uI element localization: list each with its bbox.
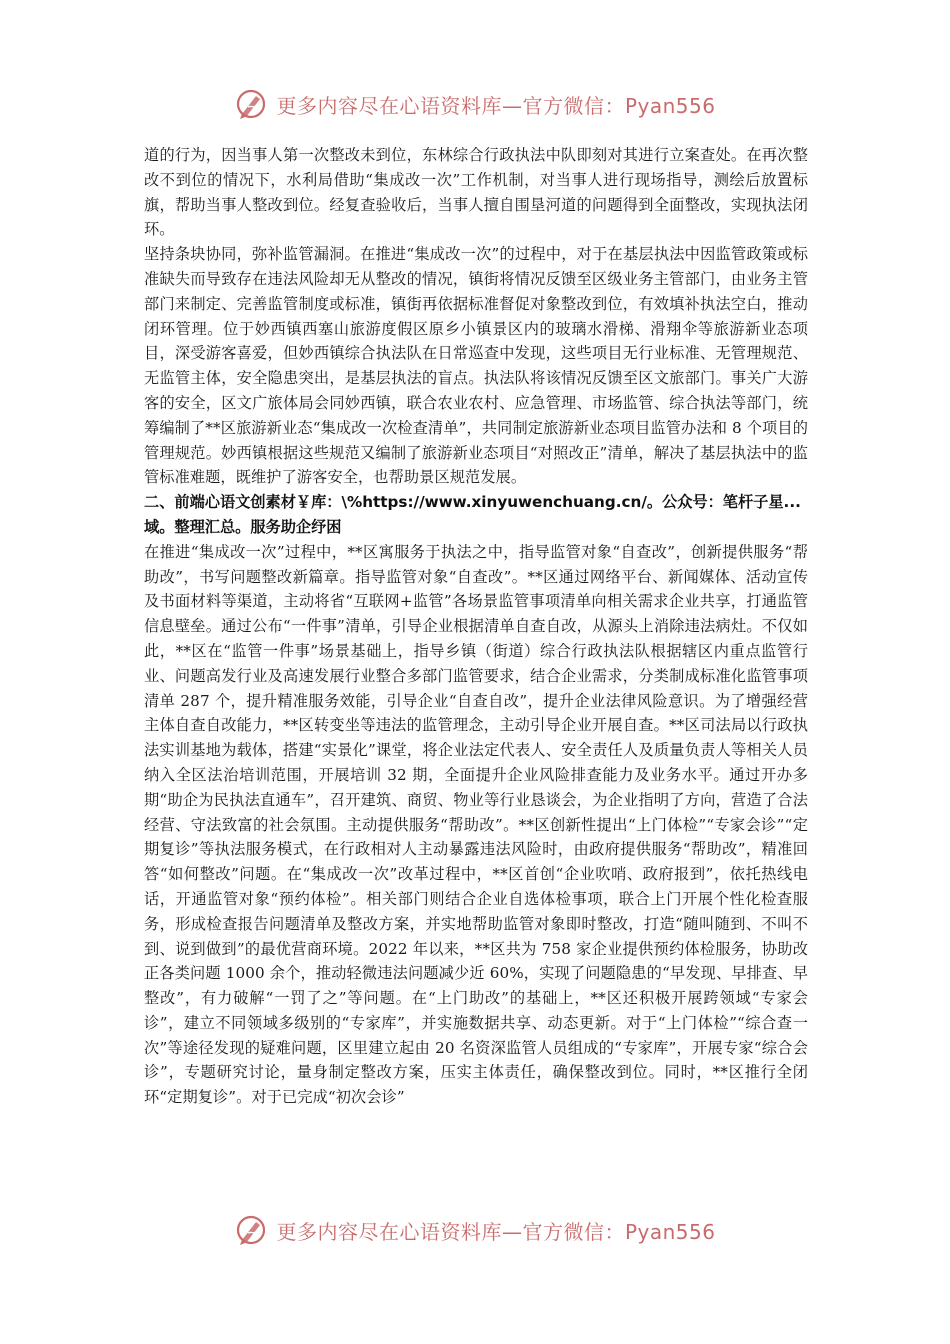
pen-logo-icon (234, 1213, 268, 1247)
watermark-text: 更多内容尽在心语资料库—官方微信：Pyan556 (276, 93, 716, 118)
header-watermark (0, 84, 950, 124)
paragraph-2: 坚持条块协同，弥补监管漏洞。在推进“集成改一次”的过程中，对于在基层执法中因监管政策或标准缺失而导致存在违法风险却无从整改的情况，镇街将情况反馈至区级业务主管部门，由业务主管部门来制定、完善监管制度或标准，镇街再依据标准督促对象整改到位，有效填补执法空白，推动闭环管理。位于妙西镇西塞山旅游度假区原乡小镇景区内的玻璃水滑梯、滑翔伞等旅游新业态项目，深受游客喜爱，但妙西镇综合执法队在日常巡查中发现，这些项目无行业标准、无管理规范、无监管主体，安全隐患突出，是基层执法的盲点。执法队将该情况反馈至区文旅部门。事关广大游客的安全，区文广旅体局会同妙西镇，联合农业农村、应急管理、市场监管、综合执法等部门，统筹编制了**区旅游新业态“集成改一次检查清单”，共同制定旅游新业态项目监管办法和 8 个项目的管理规范。妙西镇根据这些规范又编制了旅游新业态项目“对照改正”清单，解决了基层执法中的监管标准难题，既维护了游客安全，也帮助景区规范发展。 (144, 245, 808, 487)
paragraph-3: 在推进“集成改一次”过程中，**区寓服务于执法之中，指导监管对象“自查改”，创新提供服务“帮助改”，书写问题整改新篇章。指导监管对象“自查改”。**区通过网络平台、新闻媒体、活动宣传及书面材料等渠道，主动将省“互联网+监管”各场景监管事项清单向相关需求企业共享，打通监管信息壁垒。通过公布“一件事”清单，引导企业根据清单自查自改，从源头上消除违法病灶。不仅如此，**区在“监管一件事”场景基础上，指导乡镇（街道）综合行政执法队根据辖区内重点监管行业、问题高发行业及高速发展行业整合多部门监管要求，结合企业需求，分类制成标准化监管事项清单 287 个，提升精准服务效能，引导企业“自查自改”，提升企业法律风险意识。为了增强经营主体自查自改能力，**区转变坐等违法的监管理念，主动引导企业开展自查。**区司法局以行政执法实训基地为载体，搭建“实景化”课堂，将企业法定代表人、安全责任人及质量负责人等相关人员纳入全区法治培训范围，开展培训 32 期，全面提升企业风险排查能力及业务水平。通过开办多期“助企为民执法直通车”，召开建筑、商贸、物业等行业恳谈会，为企业指明了方向，营造了合法经营、守法致富的社会氛围。主动提供服务“帮助改”。**区创新性提出“上门体检”“专家会诊”“定期复诊”等执法服务模式，在行政相对人主动暴露违法风险时，由政府提供服务“帮助改”，精准回答“如何整改”问题。在“集成改一次”改革过程中，**区首创“企业吹哨、政府报到”，依托热线电话，开通监管对象“预约体检”。相关部门则结合企业自选体检事项，联合上门开展个性化检查服务，形成检查报告问题清单及整改方案，并实地帮助监管对象即时整改，打造“随叫随到、不叫不到、说到做到”的最优营商环境。2022 年以来，**区共为 758 家企业提供预约体检服务，协助改正各类问题 1000 余个，推动轻微违法问题减少近 60%，实现了问题隐患的“早发现、早排查、早整改”，有力破解“一罚了之”等问题。在“上门助改”的基础上，**区还积极开展跨领域“专家会诊”，建立不同领域多级别的“专家库”，并实施数据共享、动态更新。对于“上门体检”“综合查一次”等途径发现的疑难问题，区里建立起由 20 名资深监管人员组成的“专家库”，开展专家“综合会诊”，专题研究讨论，量身制定整改方案，压实主体责任，确保整改到位。同时，**区推行全闭环“定期复诊”。对于已完成“初次会诊” (144, 542, 808, 1107)
footer-watermark (0, 1210, 950, 1250)
watermark-text: 更多内容尽在心语资料库—官方微信：Pyan556 (276, 1219, 716, 1244)
pen-logo-icon (234, 87, 268, 121)
section-heading: 二、前端心语文创素材￥库：\%https://www.xinyuwenchuang.cn/。公众号：笔杆子星...域。整理汇总。服务助企纾困 (144, 493, 801, 536)
paragraph-1: 道的行为，因当事人第一次整改未到位，东林综合行政执法中队即刻对其进行立案查处。在再次整改不到位的情况下，水利局借助“集成改一次”工作机制，对当事人进行现场指导，测绘后放置标旗，帮助当事人整改到位。经复查验收后，当事人擅自围垦河道的问题得到全面整改，实现执法闭环。 (144, 146, 808, 239)
document-body (144, 143, 808, 1110)
